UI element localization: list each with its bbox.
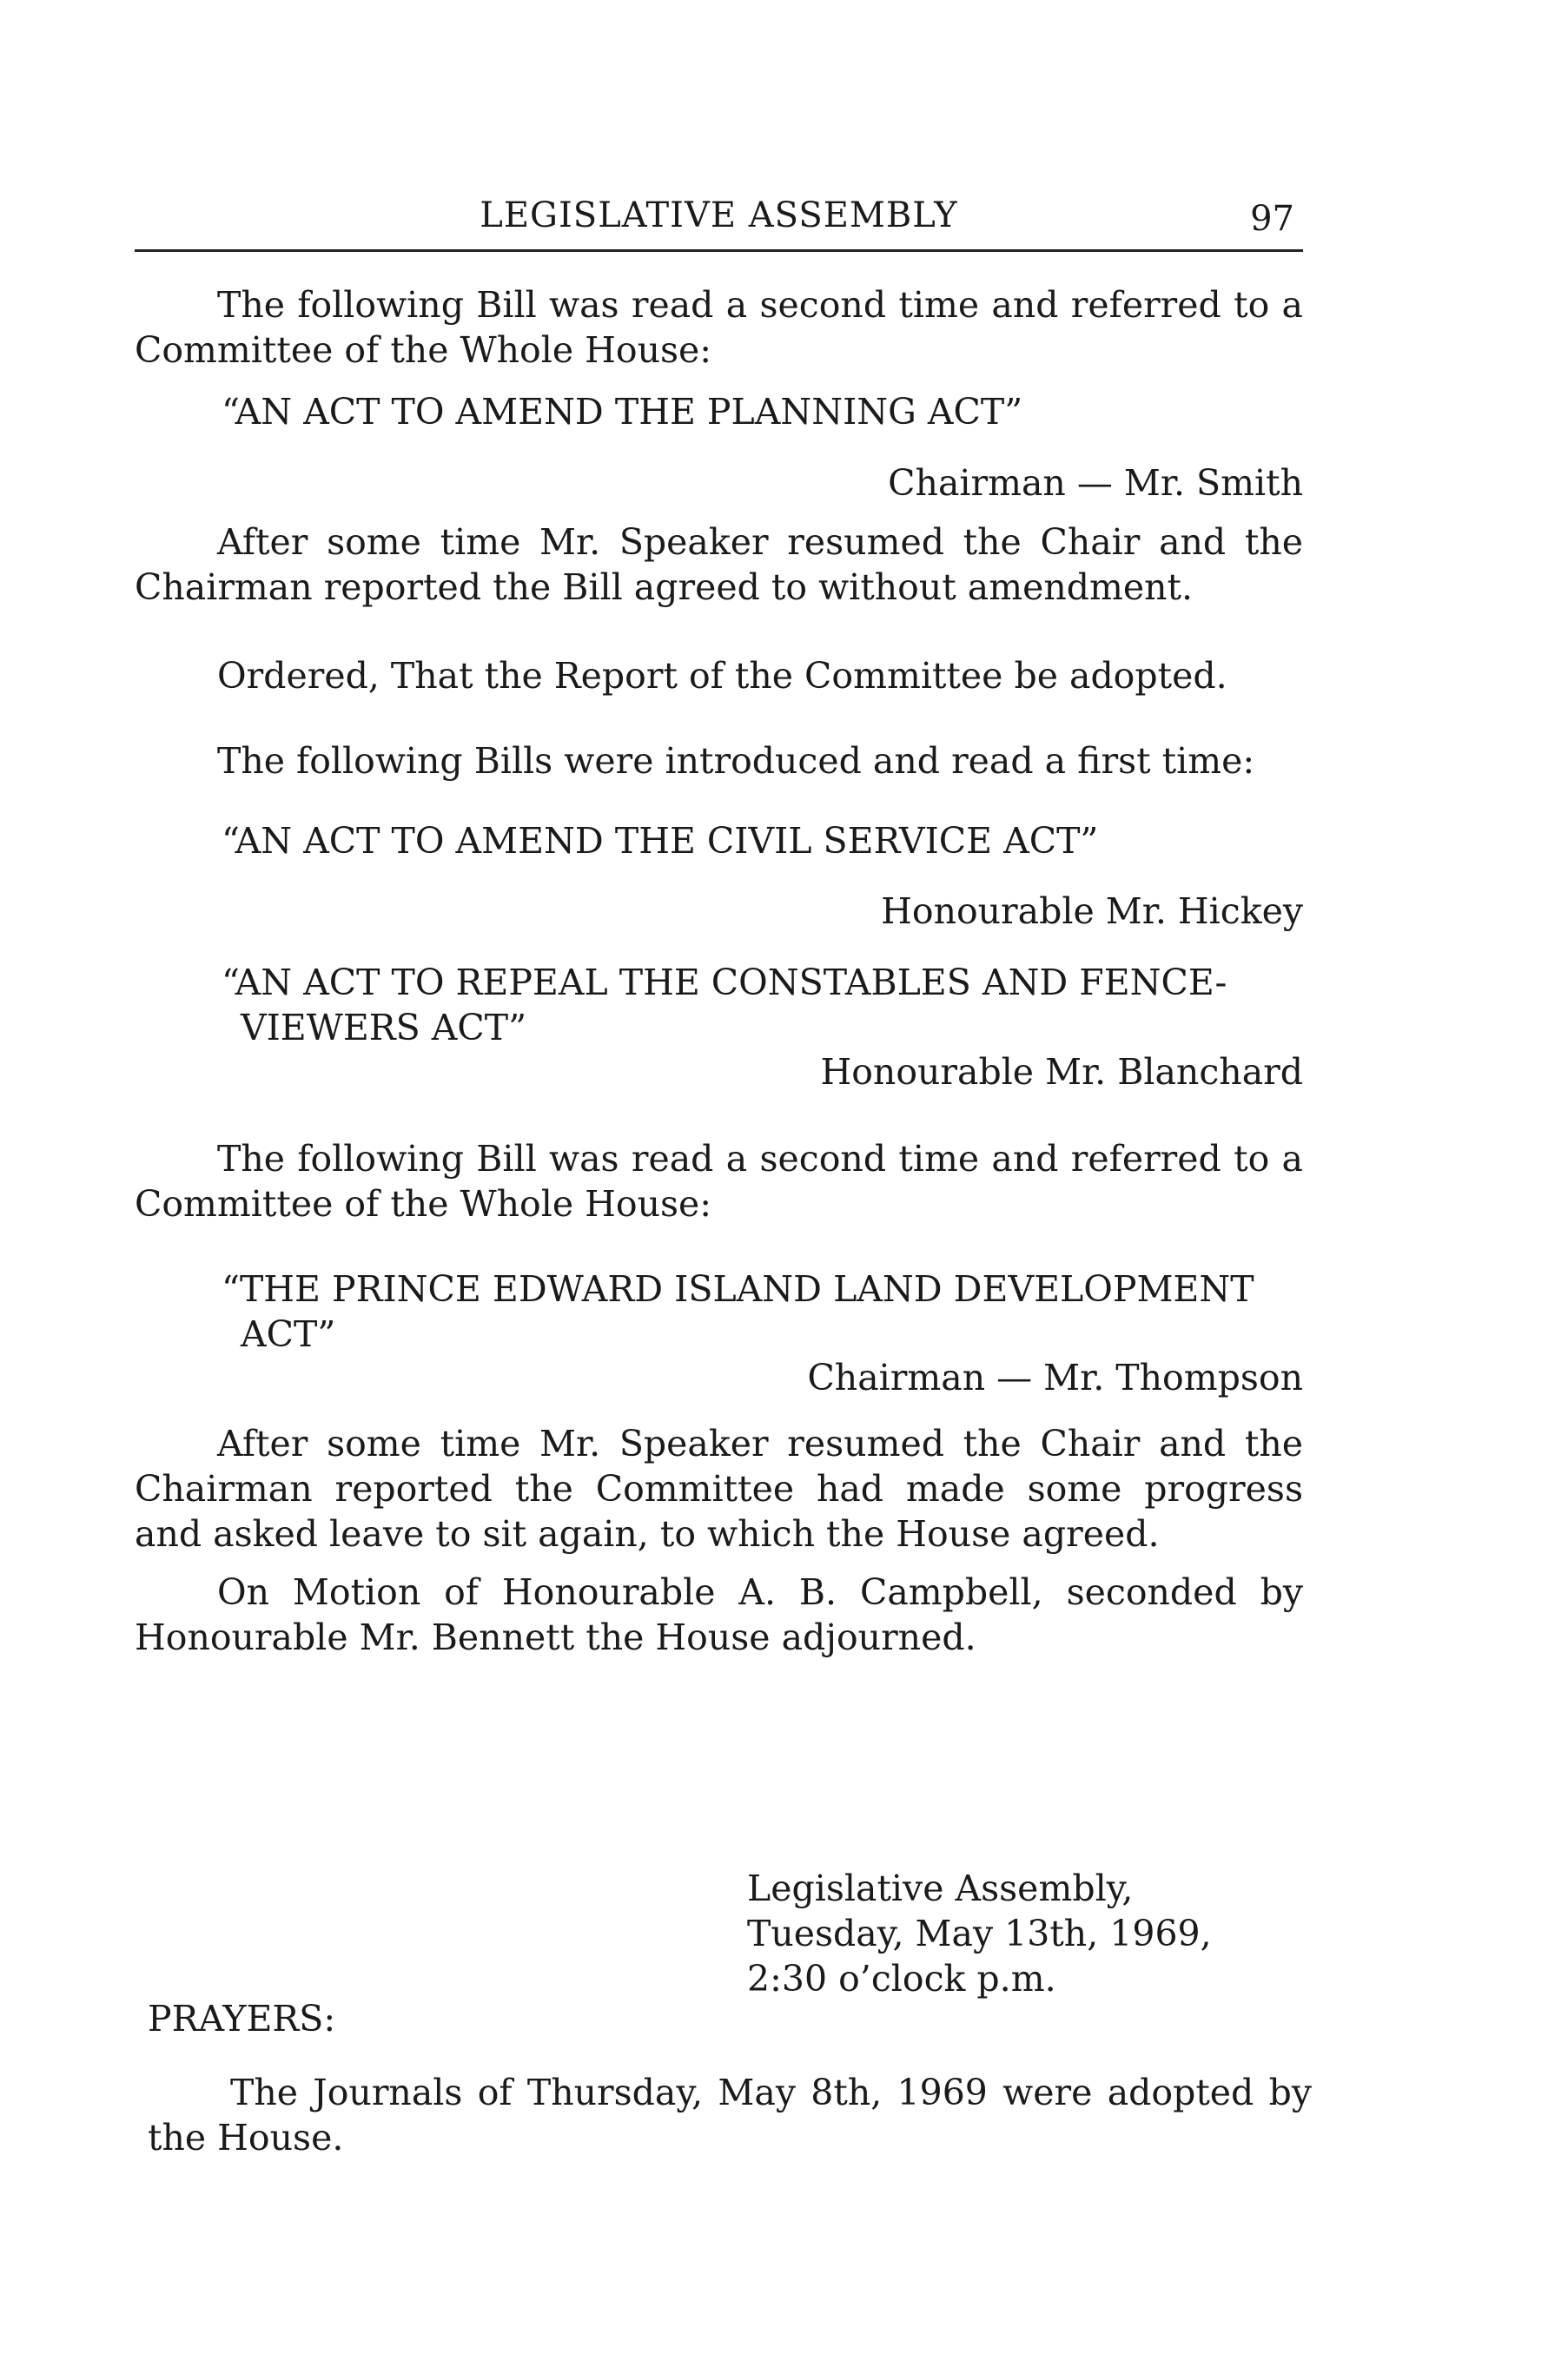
dateline-line-1: Legislative Assembly, bbox=[747, 1868, 1134, 1909]
paragraph-text: After some time Mr. Speaker resumed the Chair and the Chairman reported the Bill agreed to without amendment. bbox=[135, 521, 1303, 608]
bill-title bbox=[135, 960, 1303, 1050]
bill-title: “AN ACT TO AMEND THE CIVIL SERVICE ACT” bbox=[222, 820, 1099, 862]
bill-title-line-2: VIEWERS ACT” bbox=[241, 1007, 527, 1048]
bill-land-development-act bbox=[135, 1266, 1303, 1357]
dateline-line-3: 2:30 o’clock p.m. bbox=[747, 1958, 1056, 2000]
paragraph-text: On Motion of Honourable A. B. Campbell, seconded by Honourable Mr. Bennett the House adjourned. bbox=[135, 1571, 1303, 1658]
paragraph-text: The Journals of Thursday, May 8th, 1969 were adopted by the House. bbox=[148, 2072, 1312, 2159]
dateline-line-2: Tuesday, May 13th, 1969, bbox=[747, 1913, 1212, 1954]
sponsor-text: Honourable Mr. Blanchard bbox=[820, 1051, 1303, 1093]
chairman-text: Chairman — Mr. Smith bbox=[888, 462, 1303, 504]
paragraph-text: The following Bills were introduced and read a first time: bbox=[217, 740, 1255, 782]
paragraph-ordered bbox=[135, 653, 1303, 698]
paragraph-adjournment bbox=[135, 1570, 1303, 1660]
sitting-dateline bbox=[747, 1866, 1212, 2001]
sponsor-text: Honourable Mr. Hickey bbox=[881, 890, 1303, 932]
page-header bbox=[135, 187, 1303, 252]
bill-planning-act bbox=[135, 389, 1303, 434]
bill-civil-service-act bbox=[135, 818, 1303, 863]
paragraph-report-1 bbox=[135, 519, 1303, 610]
bill-title-line-2: ACT” bbox=[241, 1313, 336, 1355]
running-head: LEGISLATIVE ASSEMBLY bbox=[480, 195, 958, 235]
sponsor-line-3 bbox=[135, 1049, 1303, 1094]
paragraph-text: The following Bill was read a second time and referred to a Committee of the Whole House: bbox=[135, 284, 1303, 371]
prayers-heading: PRAYERS: bbox=[148, 1998, 336, 2040]
paragraph-journals-adopted bbox=[148, 2070, 1312, 2160]
bill-title-line-1: “THE PRINCE EDWARD ISLAND LAND DEVELOPMENT bbox=[222, 1268, 1254, 1310]
bill-title bbox=[135, 1266, 1303, 1357]
chairman-line-4 bbox=[135, 1355, 1303, 1400]
sponsor-line-2 bbox=[135, 889, 1303, 934]
chairman-line-1 bbox=[135, 460, 1303, 506]
page-number: 97 bbox=[1250, 199, 1294, 239]
paragraph-text: The following Bill was read a second time and referred to a Committee of the Whole House: bbox=[135, 1138, 1303, 1225]
chairman-text: Chairman — Mr. Thompson bbox=[807, 1357, 1303, 1398]
bill-constables-act bbox=[135, 960, 1303, 1050]
paragraph-second-reading-2 bbox=[135, 1136, 1303, 1226]
paragraph-text: Ordered, That the Report of the Committee be adopted. bbox=[217, 655, 1227, 697]
bill-title: “AN ACT TO AMEND THE PLANNING ACT” bbox=[222, 391, 1023, 433]
paragraph-first-reading bbox=[135, 738, 1303, 783]
paragraph-text: After some time Mr. Speaker resumed the Chair and the Chairman reported the Committee had made some progress and asked leave to sit again, to which the House agreed. bbox=[135, 1423, 1303, 1555]
paragraph-second-reading-1 bbox=[135, 282, 1303, 373]
bill-title-line-1: “AN ACT TO REPEAL THE CONSTABLES AND FENCE- bbox=[222, 962, 1227, 1003]
paragraph-report-2 bbox=[135, 1421, 1303, 1557]
